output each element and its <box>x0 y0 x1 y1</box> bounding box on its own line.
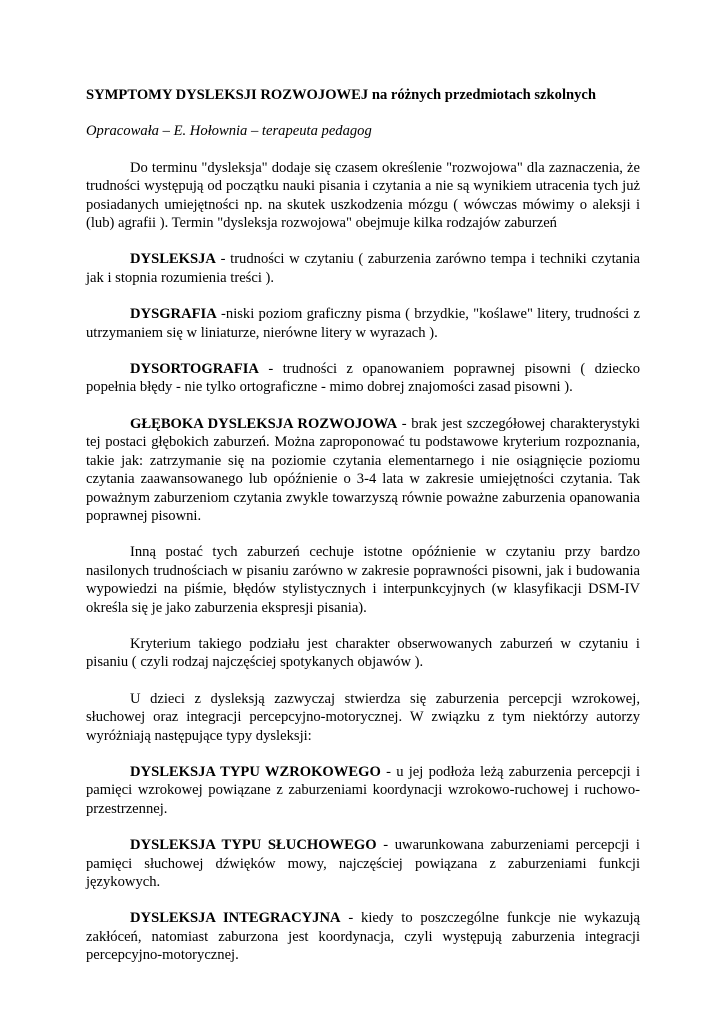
definition-text: - trudności w czytaniu ( zaburzenia zarówno tempa i techniki czytania jak i stopnia rozumienia treści ). <box>86 251 640 286</box>
type-text: - uwarunkowana zaburzeniami percepcji i pamięci słuchowej dźwięków mowy, najczęściej powiązana z zaburzeniami funkcji językowych. <box>86 837 640 890</box>
paragraph-kryterium: Kryterium takiego podziału jest charakter obserwowanych zaburzeń w czytaniu i pisaniu ( czyli rodzaj najczęściej spotykanych objawów ). <box>86 635 640 671</box>
definition-dysgrafia <box>86 305 640 342</box>
document-page <box>86 86 640 983</box>
type-wzrokowy <box>86 763 640 818</box>
type-sluchowy <box>86 836 640 891</box>
type-term: DYSLEKSJA TYPU WZROKOWEGO <box>130 763 381 780</box>
paragraph-u-dzieci: U dzieci z dysleksją zazwyczaj stwierdza się zaburzenia percepcji wzrokowej, słuchowej oraz integracji percepcyjno-motorycznej. W związku z tym niektórzy autorzy wyróżniają następujące typy dysleksji: <box>86 690 640 744</box>
definition-text: -niski poziom graficzny pisma ( brzydkie, "koślawe" litery, trudności z utrzymaniem się w liniaturze, nierówne litery w wyrazach ). <box>86 306 640 341</box>
definition-term: DYSLEKSJA <box>130 251 216 268</box>
definition-dysortografia <box>86 360 640 397</box>
definition-term: DYSGRAFIA <box>130 306 217 323</box>
type-text: - u jej podłoża leżą zaburzenia percepcji i pamięci wzrokowej powiązane z zaburzeniami koordynacji wzrokowo-ruchowej i ruchowo-przestrzennej. <box>86 763 640 817</box>
type-term: DYSLEKSJA TYPU SŁUCHOWEGO <box>130 837 377 854</box>
definition-text: - trudności z opanowaniem poprawnej pisowni ( dziecko popełnia błędy - nie tylko ortograficzne - mimo dobrej znajomości zasad pisowni ). <box>86 361 640 396</box>
definition-gleboka-dysleksja <box>86 415 640 525</box>
type-text: - kiedy to poszczególne funkcje nie wykazują zakłóceń, natomiast zaburzona jest koordynacja, czyli występują zaburzenia integracji percepcyjno-motorycznej. <box>86 910 640 964</box>
paragraph-inna-postac: Inną postać tych zaburzeń cechuje istotne opóźnienie w czytaniu przy bardzo nasilonych trudnościach w pisaniu zarówno w zakresie poprawności pisowni, jak i budowania wypowiedzi na piśmie, błędów stylistycznych i interpunkcyjnych (w klasyfikacji DSM-IV określa się je jako zaburzenia ekspresji pisania). <box>86 544 640 616</box>
document-title: SYMPTOMY DYSLEKSJI ROZWOJOWEJ na różnych przedmiotach szkolnych <box>86 87 597 103</box>
type-integracyjna <box>86 909 640 964</box>
document-author: Opracowała – E. Hołownia – terapeuta pedagog <box>86 123 372 140</box>
definition-term: GŁĘBOKA DYSLEKSJA ROZWOJOWA <box>130 415 398 432</box>
type-term: DYSLEKSJA INTEGRACYJNA <box>130 910 341 927</box>
definition-dysleksja <box>86 250 640 287</box>
definition-term: DYSORTOGRAFIA <box>130 361 259 378</box>
intro-paragraph: Do terminu "dysleksja" dodaje się czasem określenie "rozwojowa" dla zaznaczenia, że trudności występują od początku nauki pisania i czytania a nie są wynikiem utracenia tych już posiadanych umiejętności np. na skutek uszkodzenia mózgu ( wówczas mówimy o aleksji i (lub) agrafii ). Termin "dysleksja rozwojowa" obejmuje kilka rodzajów zaburzeń <box>86 159 640 232</box>
definition-text: - brak jest szczegółowej charakterystyki tej postaci głębokich zaburzeń. Można zaproponować tu podstawowe kryterium rozpoznania, takie jak: zatrzymanie się na poziomie czytania elementarnego i nie osiągnięcie poziomu czytania zaawansowanego lub opóźnienie o 3-4 lata w zakresie umiejętności czytania. Tak poważnym zaburzeniom czytania zwykle towarzyszą równie poważne zaburzenia opanowania poprawnej pisowni. <box>86 415 640 524</box>
